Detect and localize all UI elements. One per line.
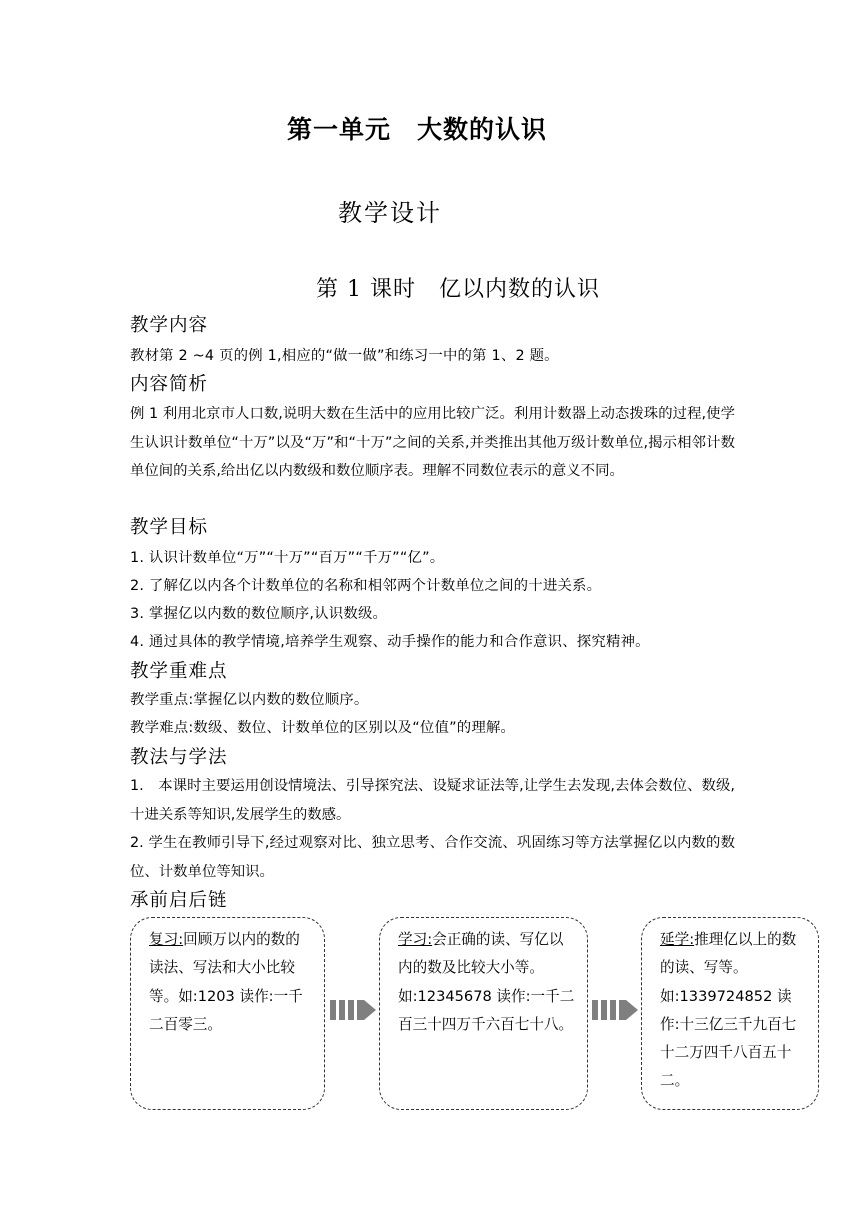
- section-heading-chain: 承前启后链: [130, 890, 228, 911]
- unit-title: 第一单元 大数的认识: [286, 115, 547, 144]
- section-heading-goals: 教学目标: [130, 517, 209, 538]
- goal-item-2: 2. 了解亿以内各个计数单位的名称和相邻两个计数单位之间的十进关系。: [130, 578, 602, 594]
- method-item-1: 1. 本课时主要运用创设情境法、引导探究法、设疑求证法等,让学生去发现,去体会数位、数级,十进关系等知识,发展学生的数感。: [130, 778, 735, 823]
- extend-text: 推理亿以上的数的读、写等。如:1339724852 读作:十三亿三千九百七十二万四千八百五十二。: [660, 931, 797, 1090]
- section-heading-key-points: 教学重难点: [130, 661, 228, 682]
- key-point-focus: 教学重点:掌握亿以内数的数位顺序。: [130, 692, 369, 708]
- method-item-2: 2. 学生在教师引导下,经过观察对比、独立思考、合作交流、巩固练习等方法掌握亿以内数的数位、计数单位等知识。: [130, 835, 735, 880]
- extend-box: [641, 917, 819, 1110]
- goal-item-3: 3. 掌握亿以内数的数位顺序,认识数级。: [130, 606, 388, 622]
- goal-item-4: 4. 通过具体的教学情境,培养学生观察、动手操作的能力和合作意识、探究精神。: [130, 634, 650, 650]
- review-label: 复习:: [149, 931, 184, 948]
- extend-label: 延学:: [660, 931, 695, 948]
- section-heading-analysis: 内容简析: [130, 374, 209, 395]
- arrow-right-icon: [592, 996, 640, 1024]
- review-text: 回顾万以内的数的读法、写法和大小比较等。如:1203 读作:一千二百零三。: [149, 931, 303, 1033]
- design-title: 教学设计: [338, 199, 442, 227]
- lesson-title: 第 1 课时 亿以内数的认识: [316, 277, 600, 302]
- section-heading-methods: 教法与学法: [130, 747, 228, 768]
- goal-item-1: 1. 认识计数单位“万”“十万”“百万”“千万”“亿”。: [130, 550, 445, 566]
- key-point-difficulty: 教学难点:数级、数位、计数单位的区别以及“位值”的理解。: [130, 720, 516, 736]
- arrow-right-icon: [330, 996, 378, 1024]
- analysis-text: 例 1 利用北京市人口数,说明大数在生活中的应用比较广泛。利用计数器上动态拨珠的过程,使学生认识计数单位“十万”以及“万”和“十万”之间的关系,并类推出其他万级计数单位,揭示相邻计数单位间的关系,给出亿以内数级和数位顺序表。理解不同数位表示的意义不同。: [130, 406, 735, 479]
- learn-box: [379, 917, 588, 1110]
- learn-label: 学习:: [398, 931, 433, 948]
- section-heading-content: 教学内容: [130, 315, 209, 336]
- content-text: 教材第 2 ~4 页的例 1,相应的“做一做”和练习一中的第 1、2 题。: [130, 348, 559, 364]
- learn-text: 会正确的读、写亿以内的数及比较大小等。如:12345678 读作:一千二百三十四万千六百七十八。: [398, 931, 575, 1033]
- review-box: [130, 917, 325, 1110]
